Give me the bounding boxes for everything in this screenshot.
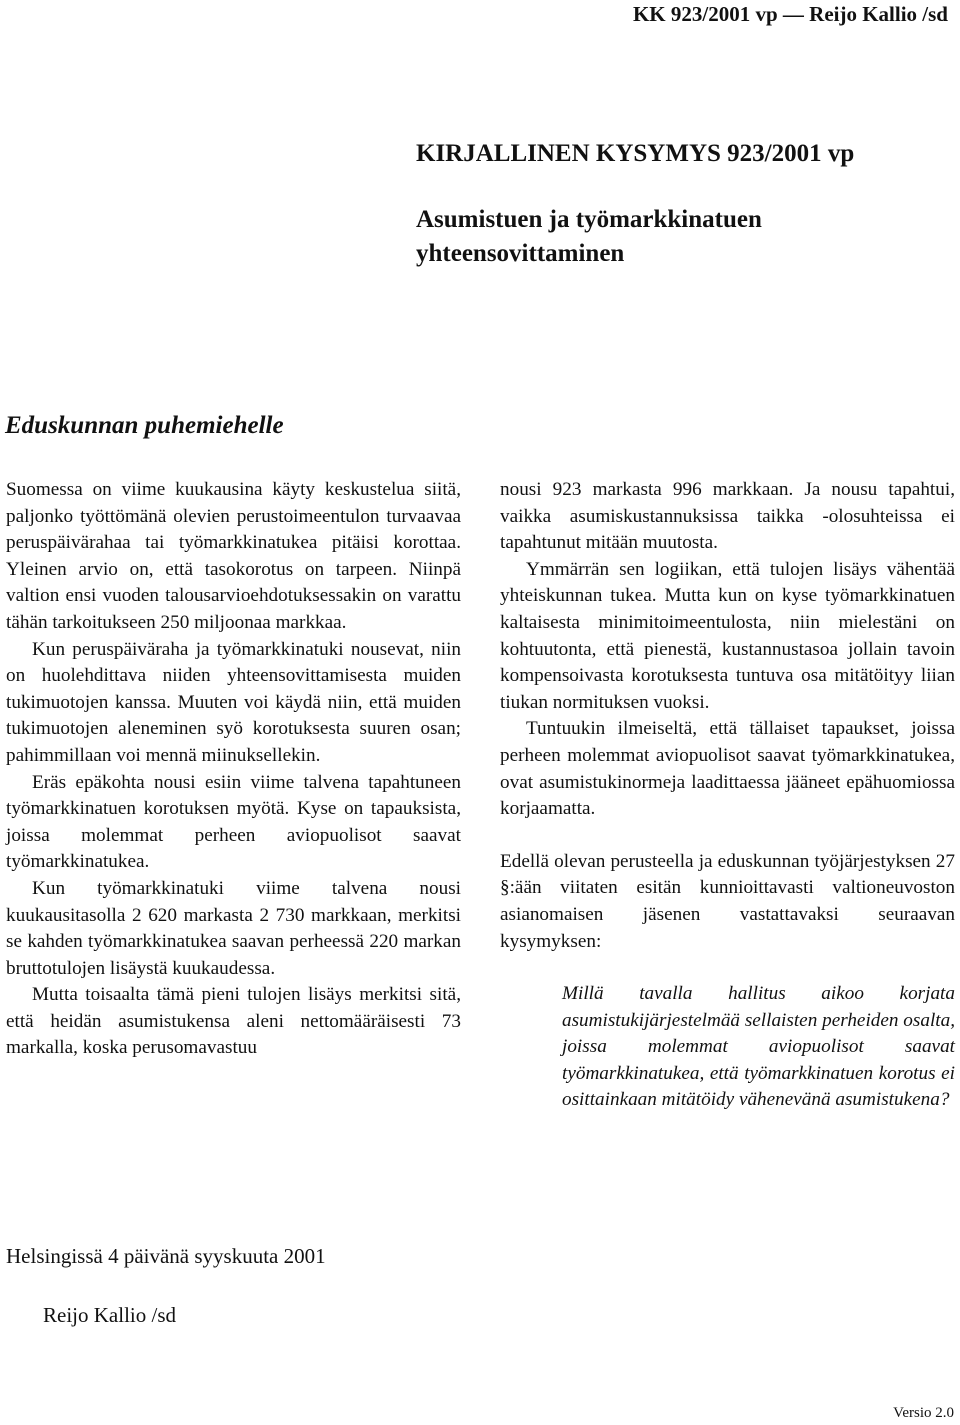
paragraph: Tuntuukin ilmeiseltä, että tällaiset tapaukset, joissa perheen molemmat aviopuolisot saavat työmarkkinatukea, ovat asumistukinormeja laadittaessa jääneet epähuomiossa korjaamatta. xyxy=(500,718,955,820)
question-text: Millä tavalla hallitus aikoo korjata asumistukijärjestelmää sellaisten perheiden osalta, joissa molemmat aviopuolisot saavat työmarkkinatukea, että työmarkkinatuen korotus ei osittainkaan mitätöidy vähenevänä asumistukena? xyxy=(562,983,955,1111)
paragraph: Mutta toisaalta tämä pieni tulojen lisäys merkitsi sitä, että heidän asumistukensa aleni nettomääräisesti 73 markalla, koska perusomavastuu xyxy=(6,984,461,1059)
paragraph: Kun työmarkkinatuki viime talvena nousi kuukausitasolla 2 620 markasta 2 730 markkaan, merkitsi se kahden työmarkkinatukea saavan perheessä 220 markan bruttotulojen lisäystä kuukaudessa. xyxy=(6,877,461,979)
place-date: Helsingissä 4 päivänä syyskuuta 2001 xyxy=(6,1244,326,1268)
paragraph: Suomessa on viime kuukausina käyty keskustelua siitä, paljonko työttömänä olevien perustoimeentulon turvaavaa peruspäivärahaa tai työmarkkinatukea pitäisi korottaa. Yleinen arvio on, että tasokorotus on tarpeen. Niinpä valtion ensi vuoden talousarvioehdotuksessakin on varattu tähän tarkoitukseen 250 miljoonaa markkaa. xyxy=(6,479,461,633)
paragraph: Kun peruspäiväraha ja työmarkkinatuki nousevat, niin on huolehdittava niiden yhteensovittamisesta muiden tukimuotojen kanssa. Muuten voi käydä niin, että muiden tukimuotojen aleneminen syö korotuksesta suuren osan; pahimmillaan voi mennä miinuksellekin. xyxy=(6,638,461,766)
paragraph: Ymmärrän sen logiikan, että tulojen lisäys vähentää yhteiskunnan tukea. Mutta kun on kyse työmarkkinatuen kaltaisesta minimitoimeentulosta, niin mielestäni on kohtuutonta, että pienestä, kustannustasoa jollain tavoin kompensoivasta korotuksesta tuntuva osa mitätöityy liian tiukan normituksen vuoksi. xyxy=(500,558,955,713)
addressee: Eduskunnan puhemiehelle xyxy=(5,412,284,439)
running-header: KK 923/2001 vp — Reijo Kallio /sd xyxy=(632,2,948,26)
document-type-heading: KIRJALLINEN KYSYMYS 923/2001 vp xyxy=(416,140,855,167)
signature: Reijo Kallio /sd xyxy=(43,1303,176,1327)
paragraph-continuation: nousi 923 markasta 996 markkaan. Ja nousu tapahtui, vaikka asumiskustannuksissa taikka -olosuhteissa ei tapahtunut mitään muutosta. xyxy=(500,479,955,554)
right-text-column xyxy=(500,477,955,1114)
closing-paragraph: Edellä olevan perusteella ja eduskunnan työjärjestyksen 27 §:ään viitaten esitän kunnioittavasti valtioneuvoston asianomaisen jäsenen vastattavaksi seuraavan kysymyksen: xyxy=(500,850,955,952)
document-title: Asumistuen ja työmarkkinatuen yhteensovittaminen xyxy=(416,206,762,267)
version-label: Versio 2.0 xyxy=(893,1405,954,1421)
paragraph: Eräs epäkohta nousi esiin viime talvena tapahtuneen työmarkkinatuen korotuksen myötä. Kyse on tapauksista, joissa molemmat perheen aviopuolisot saavat työmarkkinatukea. xyxy=(6,771,461,873)
left-text-column xyxy=(6,477,461,1062)
